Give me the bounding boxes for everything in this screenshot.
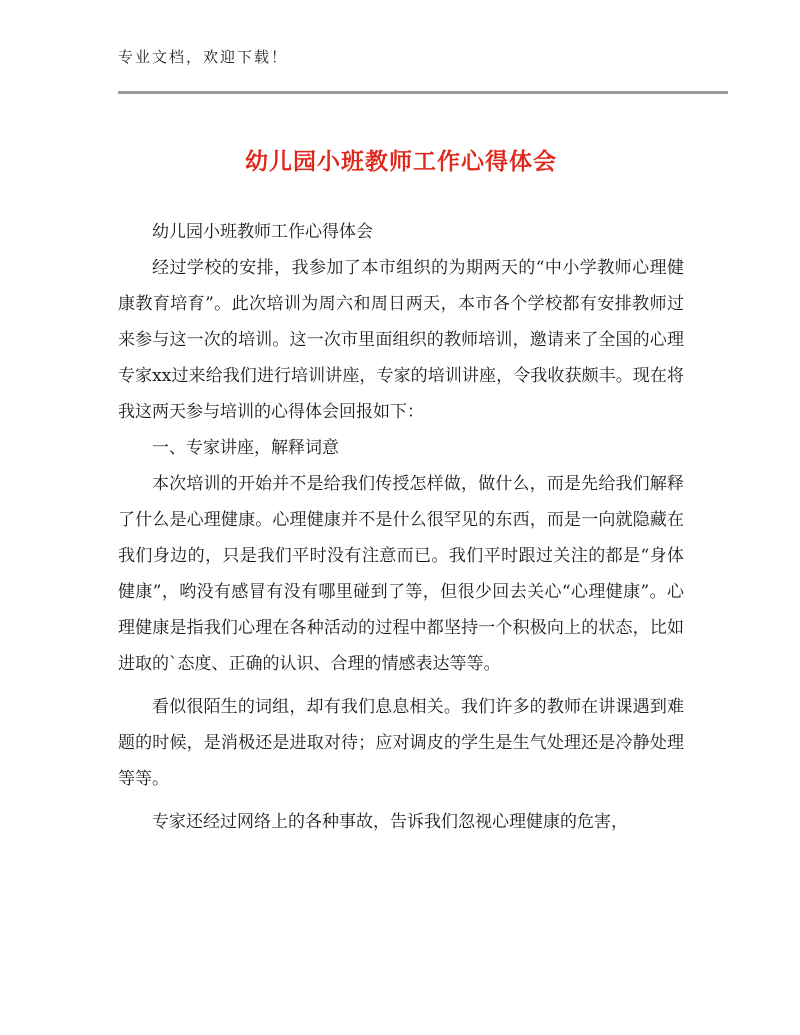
paragraph-intro: 经过学校的安排，我参加了本市组织的为期两天的“中小学教师心理健康教育培育”。此次培训为周六和周日两天，本市各个学校都有安排教师过来参与这一次的培训。这一次市里面组织的教师培训，邀请来了全国的心理专家xx过来给我们进行培训讲座，专家的培训讲座，令我收获颇丰。现在将我这两天参与培训的心得体会回报如下： xyxy=(118,258,684,422)
section-heading-1: 一、专家讲座，解释词意 xyxy=(152,438,339,458)
document-title: 幼儿园小班教师工作心得体会 xyxy=(245,148,557,175)
paragraph-relevance: 看似很陌生的词组，却有我们息息相关。我们许多的教师在讲课遇到难题的时候，是消极还是进取对待；应对调皮的学生是生气处理还是冷静处理等等。 xyxy=(118,697,684,789)
paragraph-definition: 本次培训的开始并不是给我们传授怎样做，做什么，而是先给我们解释了什么是心理健康。心理健康并不是什么很罕见的东西，而是一向就隐藏在我们身边的，只是我们平时没有注意而已。我们平时跟过关注的都是“身体健康”，哟没有感冒有没有哪里碰到了等，但很少回去关心“心理健康”。心理健康是指我们心理在各种活动的过程中都坚持一个积极向上的状态，比如进取的`态度、正确的认识、合理的情感表达等等。 xyxy=(118,474,684,674)
header-divider xyxy=(118,91,728,94)
document-subtitle: 幼儿园小班教师工作心得体会 xyxy=(152,222,373,242)
page-header: 专业文档，欢迎下载！ xyxy=(118,48,289,66)
paragraph-dangers: 专家还经过网络上的各种事故，告诉我们忽视心理健康的危害， xyxy=(152,812,628,832)
document-body xyxy=(118,207,684,840)
